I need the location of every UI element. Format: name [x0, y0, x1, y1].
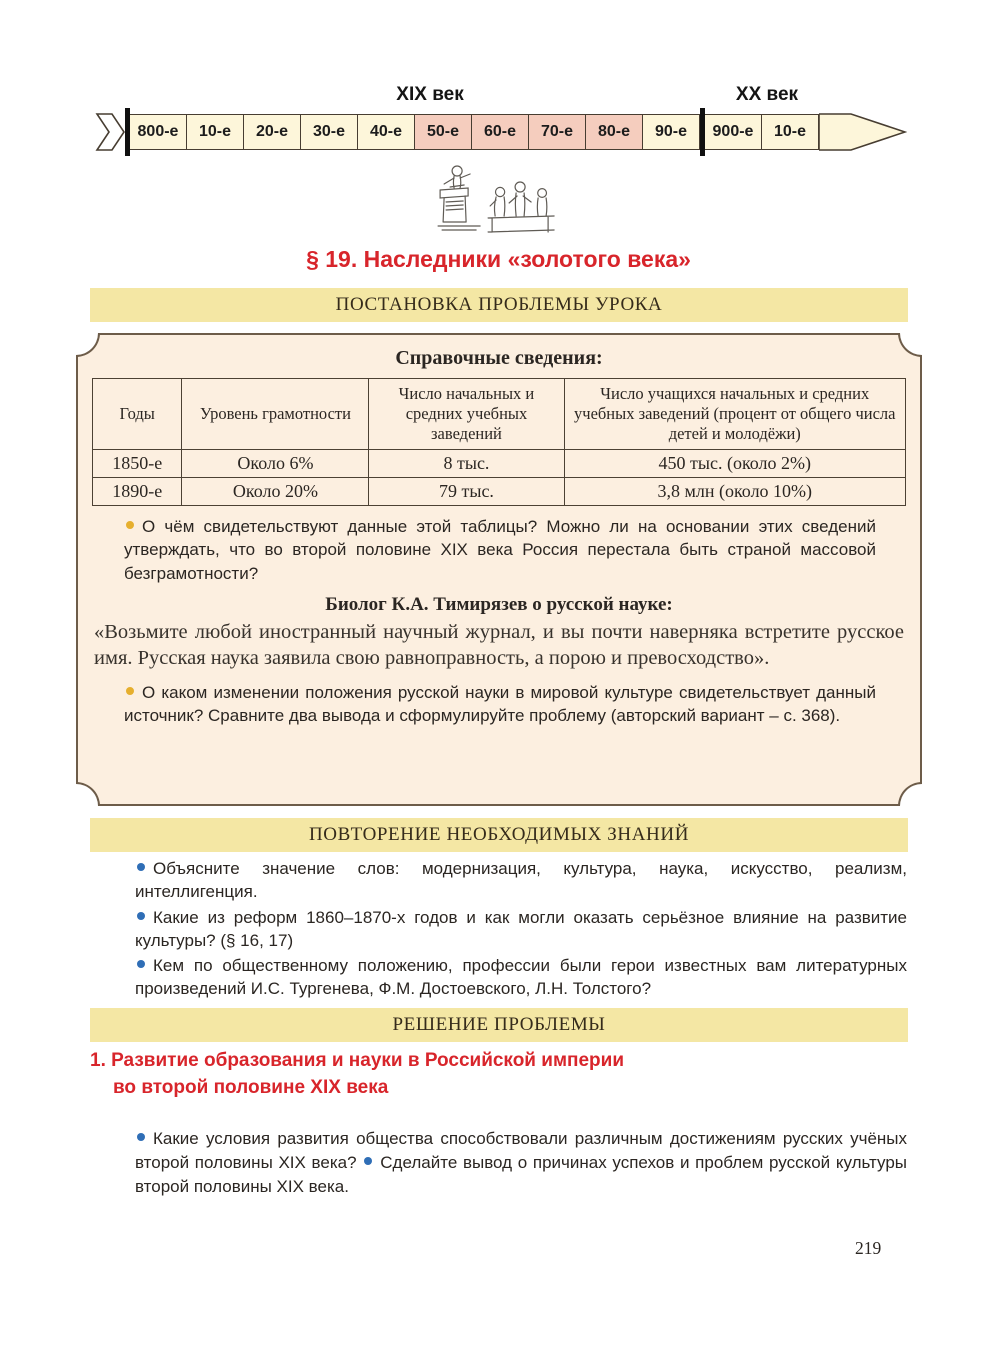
reference-box — [76, 333, 922, 806]
era-label-xx: XX век — [735, 84, 799, 105]
box-corner-notch — [76, 782, 100, 806]
repetition-list — [135, 857, 907, 1003]
timeline-cell: 900-е — [705, 114, 762, 150]
table-header-years: Годы — [93, 379, 182, 450]
table-cell: 450 тыс. (около 2%) — [564, 450, 905, 478]
question-paragraph — [124, 515, 876, 584]
banner-problem-setup: ПОСТАНОВКА ПРОБЛЕМЫ УРОКА — [90, 288, 908, 322]
timeline-cell-highlighted: 60-е — [472, 114, 529, 150]
blue-bullet-icon — [137, 960, 145, 968]
table-cell: 1890-е — [93, 478, 182, 506]
solution-heading — [90, 1048, 870, 1101]
timeline-cell-highlighted: 50-е — [415, 114, 472, 150]
timeline-arrow-icon — [819, 113, 907, 151]
timeline-cell: 90-е — [643, 114, 700, 150]
table-cell: Около 6% — [182, 450, 369, 478]
table-row — [93, 478, 906, 506]
list-item — [135, 906, 907, 953]
list-item — [135, 857, 907, 904]
table-header-pupils: Число учащихся начальных и средних учебных заведений (процент от общего числа детей и молодёжи) — [564, 379, 905, 450]
section-title: § 19. Наследники «золотого века» — [306, 246, 691, 272]
quote-heading: Биолог К.А. Тимирязев о русской науке: — [325, 593, 673, 615]
list-item — [135, 954, 907, 1001]
timeline-cell: 20-е — [244, 114, 301, 150]
timeline-strip — [95, 108, 907, 156]
timeline-cell: 30-е — [301, 114, 358, 150]
table-row — [93, 450, 906, 478]
blue-bullet-icon — [137, 1133, 145, 1141]
table-header-literacy: Уровень грамотности — [182, 379, 369, 450]
timeline-cell: 40-е — [358, 114, 415, 150]
blue-bullet-icon — [364, 1157, 372, 1165]
table-cell: Около 20% — [182, 478, 369, 506]
timeline-cell: 10-е — [762, 114, 819, 150]
blue-bullet-icon — [137, 863, 145, 871]
table-header-schools: Число начальных и средних учебных заведений — [369, 379, 564, 450]
list-item-text: Объясните значение слов: модернизация, культура, наука, искусство, реализм, интеллигенция. — [135, 859, 907, 902]
timeline-cell: 10-е — [187, 114, 244, 150]
list-item-text: Кем по общественному положению, профессии были герои известных вам литературных произведений И.С. Тургенева, Ф.М. Достоевского, Л.Н. Толстого? — [135, 956, 907, 999]
timeline-continuation-arrow-icon — [95, 113, 125, 151]
table-header-row — [93, 379, 906, 450]
question-text: Сделайте вывод о причинах успехов и проблем русской культуры второй половины XIX века. — [135, 1153, 907, 1197]
timeline-cell-highlighted: 80-е — [586, 114, 643, 150]
banner-repetition: ПОВТОРЕНИЕ НЕОБХОДИМЫХ ЗНАНИЙ — [90, 818, 908, 852]
question-text: О каком изменении положения русской науки в мировой культуре свидетельствует данный источник? Сравните два вывода и сформулируйте проблему (авторский вариант – с. 368). — [124, 682, 876, 726]
question-paragraph — [124, 681, 876, 727]
table-cell: 3,8 млн (около 10%) — [564, 478, 905, 506]
box-corner-notch — [898, 782, 922, 806]
solution-heading-line2: во второй половине XIX века — [113, 1076, 389, 1098]
question-text: О чём свидетельствуют данные этой таблицы? Можно ли на основании этих сведений утверждать, что во второй половине XIX века Россия перестала быть страной массовой безграмотности? — [124, 517, 876, 583]
timeline — [95, 84, 915, 162]
quote-text: «Возьмите любой иностранный научный журнал, и вы почти наверняка встретите русское имя. Русская наука заявила свою равноправность, а порою и превосходство». — [94, 620, 904, 670]
timeline-cell: 800-е — [130, 114, 187, 150]
list-item-text: Какие из реформ 1860–1870-х годов и как могли оказать серьёзное влияние на развитие культуры? (§ 16, 17) — [135, 907, 907, 950]
table-cell: 8 тыс. — [369, 450, 564, 478]
era-label-xix: XIX век — [396, 84, 464, 105]
solution-heading-line1: 1. Развитие образования и науки в Российской империи — [90, 1050, 625, 1071]
lecture-engraving-illustration — [430, 156, 560, 245]
blue-bullet-icon — [137, 912, 145, 920]
banner-solution: РЕШЕНИЕ ПРОБЛЕМЫ — [90, 1008, 908, 1042]
reference-box-title: Справочные сведения: — [395, 347, 603, 369]
table-cell: 79 тыс. — [369, 478, 564, 506]
gold-bullet-icon — [126, 521, 134, 529]
question-text: Какие условия развития общества способствовали различным достижениям русских учёных второй половины XIX века? — [135, 1129, 907, 1173]
page-number: 219 — [855, 1238, 882, 1258]
solution-question-paragraph — [135, 1127, 907, 1199]
timeline-cell-highlighted: 70-е — [529, 114, 586, 150]
gold-bullet-icon — [126, 687, 134, 695]
table-cell: 1850-е — [93, 450, 182, 478]
reference-table — [92, 378, 906, 506]
